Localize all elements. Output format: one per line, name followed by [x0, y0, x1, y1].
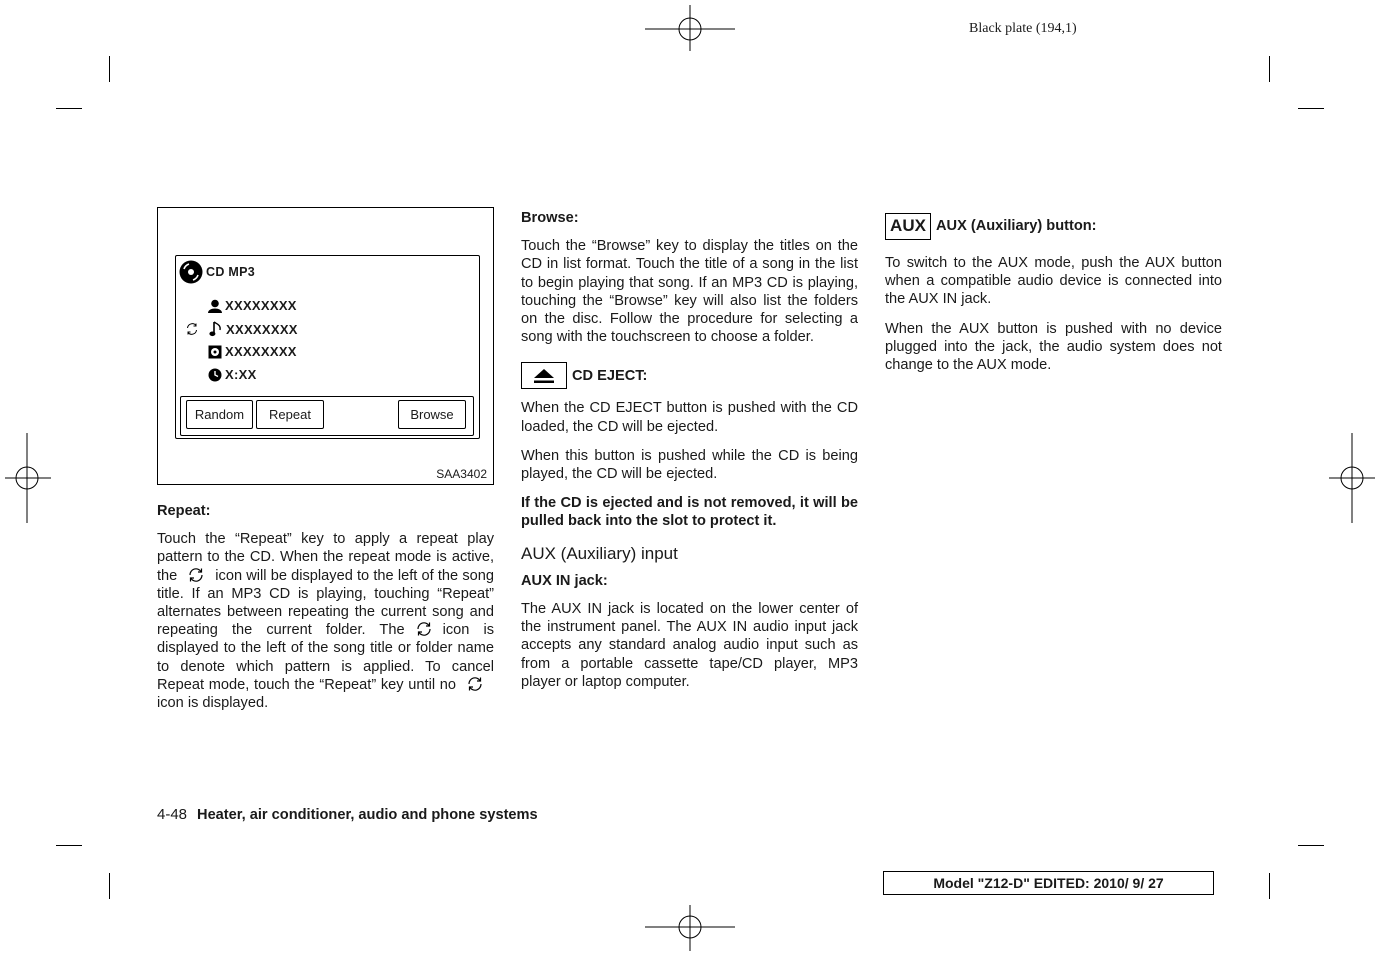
section-title: Heater, air conditioner, audio and phone systems: [197, 807, 538, 823]
source-label: CD MP3: [206, 265, 256, 279]
repeat-icon: [413, 621, 435, 637]
registration-mark-icon: [5, 433, 51, 523]
cd-screen-figure: [157, 207, 494, 485]
button-bar: [180, 396, 474, 436]
column-2: [521, 209, 858, 702]
page-footer: [157, 806, 538, 823]
aux-paragraph-1: To switch to the AUX mode, push the AUX button when a compatible audio device is connected into the AUX IN jack.: [885, 255, 1222, 308]
registration-mark-icon: [1329, 433, 1375, 523]
registration-mark-icon: [645, 5, 735, 51]
clock-icon: [208, 368, 222, 382]
repeat-text-b: icon will be displayed to the left of the song title. If an MP3 CD is playing, touching “Repeat” alternates between repeating the current song and repeating the current folder. The: [157, 567, 494, 639]
page-number: 4-48: [157, 806, 188, 823]
crop-mark: [109, 873, 110, 899]
aux-jack-heading: AUX IN jack:: [521, 572, 608, 589]
crop-mark: [1298, 108, 1324, 109]
artist-row: [208, 298, 297, 313]
repeat-icon: [185, 567, 207, 583]
crop-mark: [1269, 56, 1270, 82]
aux-input-title: AUX (Auxiliary) input: [521, 543, 678, 563]
aux-heading-row: [885, 213, 1222, 240]
plate-label: Black plate (194,1): [969, 21, 1077, 36]
browse-heading: Browse:: [521, 210, 579, 226]
browse-paragraph: Touch the “Browse” key to display the titles on the CD in list format. Touch the title of a song in the list to begin playing that song. If an MP3 CD is playing, touching the “Browse” key will also list the folders on the disc. Follow the procedure for selecting a song with the touchscreen to choose a folder.: [521, 238, 858, 346]
time-row: [208, 367, 257, 382]
eject-paragraph-1: When the CD EJECT button is pushed with the CD loaded, the CD will be ejected.: [521, 400, 858, 435]
song-text: XXXXXXXX: [226, 321, 298, 337]
eject-icon: [521, 362, 567, 389]
eject-warning: If the CD is ejected and is not removed, it will be pulled back into the slot to protect it.: [521, 495, 858, 530]
crop-mark: [1269, 873, 1270, 899]
display-screen: [175, 255, 480, 439]
music-note-icon: [209, 321, 223, 337]
repeat-icon: [185, 322, 199, 336]
eject-heading-row: [521, 362, 858, 389]
artist-text: XXXXXXXX: [225, 298, 297, 313]
repeat-text-c: icon is displayed to the left of the song title or folder name to denote which pattern is applied. To cancel Repeat mode, touch the “Repeat” key until no: [157, 622, 494, 693]
repeat-paragraph: [157, 530, 494, 712]
repeat-icon: [464, 676, 486, 692]
aux-paragraph-2: When the AUX button is pushed with no device plugged into the jack, the audio system does not change to the AUX mode.: [885, 320, 1222, 374]
artist-icon: [208, 299, 222, 313]
eject-paragraph-2: When this button is pushed while the CD is being played, the CD will be ejected.: [521, 447, 858, 483]
repeat-heading: Repeat:: [157, 503, 211, 519]
figure-label: SAA3402: [436, 467, 487, 481]
aux-jack-paragraph: The AUX IN jack is located on the lower center of the instrument panel. The AUX IN audio input jack accepts any standard analog audio input such as from a portable cassette tape/CD player, MP3 player or laptop computer.: [521, 601, 858, 690]
column-3: [885, 213, 1222, 385]
repeat-text-d: icon is displayed.: [157, 695, 269, 712]
repeat-button[interactable]: Repeat: [256, 400, 324, 429]
crop-mark: [109, 56, 110, 82]
crop-mark: [1298, 845, 1324, 846]
album-row: [208, 344, 297, 359]
crop-mark: [56, 845, 82, 846]
browse-button[interactable]: Browse: [398, 400, 466, 429]
crop-mark: [56, 108, 82, 109]
album-text: XXXXXXXX: [225, 344, 297, 359]
registration-mark-icon: [645, 905, 735, 951]
aux-button-heading: AUX (Auxiliary) button:: [936, 218, 1097, 235]
model-box: Model "Z12-D" EDITED: 2010/ 9/ 27: [883, 871, 1214, 895]
eject-heading: CD EJECT:: [572, 367, 648, 384]
album-icon: [208, 345, 222, 359]
cd-disc-icon: [179, 260, 203, 284]
time-text: X:XX: [225, 367, 257, 382]
random-button[interactable]: Random: [186, 400, 253, 429]
repeat-text-a: Touch the “Repeat” key to apply a repeat play pattern to the CD. When the repeat mode is active, the: [157, 531, 494, 584]
aux-button-icon: AUX: [885, 213, 931, 240]
column-1: [157, 502, 494, 723]
song-row: [185, 321, 298, 337]
source-row: [179, 260, 255, 284]
